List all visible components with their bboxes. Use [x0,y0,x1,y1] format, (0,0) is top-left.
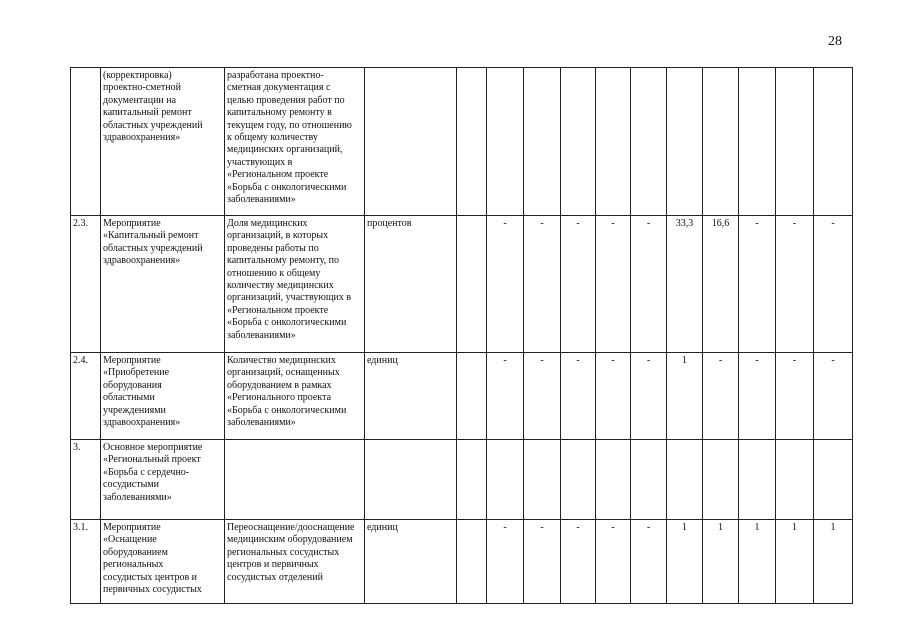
value-cell [524,440,561,520]
activity-cell [101,353,225,440]
value-cell [667,68,703,216]
value-cell [776,440,814,520]
unit-cell [365,353,457,440]
value-cell-text: - [718,355,723,366]
table-row [71,216,853,353]
value-cell [814,520,853,604]
value-cell [776,353,814,440]
value-cell [524,353,561,440]
value-cell [631,216,667,353]
activity-cell-text: (корректировка) проектно-сметной документации на капитальный ремонт областных учреждений здравоохранения» [103,70,203,144]
value-cell [667,520,703,604]
row-number-cell [71,353,101,440]
value-cell [776,216,814,353]
value-cell [667,440,703,520]
value-cell-text: 1 [718,522,723,533]
table-row [71,68,853,216]
value-cell-text: - [646,355,651,366]
value-cell-text: 1 [754,522,760,533]
value-cell [596,440,631,520]
value-cell-text: - [646,218,651,229]
value-cell-text: - [503,218,507,229]
value-cell [631,353,667,440]
value-cell [739,216,776,353]
unit-cell-text: единиц [367,355,398,366]
value-cell-text: 1 [682,522,687,533]
unit-cell [365,216,457,353]
value-cell-text: - [646,522,651,533]
indicator-cell [225,440,365,520]
value-cell-text: 33,3 [675,218,694,229]
blank-cell [457,68,487,216]
value-cell-text: - [611,355,615,366]
value-cell [487,440,524,520]
indicators-table [70,67,853,604]
blank-cell [457,216,487,353]
row-number-cell [71,216,101,353]
activity-cell-text: Мероприятие «Приобретение оборудования областными учреждениями здравоохранения» [103,355,181,429]
value-cell [524,216,561,353]
row-number-cell-text: 2.3. [73,218,88,229]
activity-cell [101,440,225,520]
indicator-cell-text: Количество медицинских организаций, оснащенных оборудованием в рамках «Регионального проекта «Борьба с онкологическими заболеваниями» [227,355,347,429]
value-cell [776,520,814,604]
table-row [71,353,853,440]
value-cell [703,353,739,440]
value-cell-text: - [576,355,580,366]
table-row [71,520,853,604]
value-cell [814,353,853,440]
value-cell [487,520,524,604]
unit-cell [365,440,457,520]
indicator-cell-text: Доля медицинских организаций, в которых проведены работы по капитальному ремонту, по отношению к общему количеству медицинских организаций, участвующих в «Региональном проекте «Борьба с онкологическими заболеваниями» [227,218,352,341]
value-cell [524,68,561,216]
row-number-cell-text: 3. [73,442,81,453]
value-cell-text: - [831,218,835,229]
value-cell [703,216,739,353]
value-cell-text: 1 [830,522,836,533]
page-number: 28 [828,34,842,49]
value-cell-text: 1 [792,522,797,533]
value-cell-text: - [503,522,507,533]
value-cell [596,520,631,604]
value-cell [703,68,739,216]
table-row [71,440,853,520]
blank-cell [457,440,487,520]
value-cell-text: - [755,355,759,366]
value-cell-text: 1 [682,355,687,366]
value-cell-text: - [576,522,580,533]
value-cell [596,68,631,216]
row-number-cell [71,440,101,520]
value-cell [703,520,739,604]
value-cell-text: - [503,355,507,366]
activity-cell-text: Мероприятие «Капитальный ремонт областных учреждений здравоохранения» [103,218,203,267]
value-cell [739,68,776,216]
value-cell-text: 16,6 [711,218,730,229]
value-cell-text: - [792,218,797,229]
indicator-cell [225,216,365,353]
value-cell [487,216,524,353]
unit-cell-text: процентов [367,218,412,229]
value-cell [739,353,776,440]
activity-cell [101,520,225,604]
value-cell-text: - [540,522,544,533]
value-cell [561,68,596,216]
row-number-cell-text: 3.1. [73,522,88,533]
indicator-cell-text: разработана проектно- сметная документация с целью проведения работ по капитальному ремонту в текущем году, по отношению к общему количеству медицинских организаций, участвующих в «Региональном проекте «Борьба с онкологическими заболеваниями» [227,70,352,206]
blank-cell [457,353,487,440]
value-cell-text: - [540,218,544,229]
value-cell [739,440,776,520]
value-cell [667,216,703,353]
row-number-cell [71,68,101,216]
row-number-cell-text: 2.4. [73,355,88,366]
value-cell-text: - [576,218,580,229]
unit-cell [365,68,457,216]
blank-cell [457,520,487,604]
value-cell [739,520,776,604]
row-number-cell [71,520,101,604]
value-cell [814,440,853,520]
value-cell [631,68,667,216]
value-cell [596,353,631,440]
activity-cell [101,216,225,353]
value-cell [631,440,667,520]
value-cell [487,68,524,216]
value-cell-text: - [831,355,835,366]
value-cell-text: - [611,522,615,533]
unit-cell [365,520,457,604]
value-cell [703,440,739,520]
value-cell [561,440,596,520]
value-cell [814,216,853,353]
value-cell-text: - [792,355,797,366]
value-cell [596,216,631,353]
value-cell [524,520,561,604]
value-cell [631,520,667,604]
indicator-cell [225,520,365,604]
indicator-cell [225,353,365,440]
indicator-cell [225,68,365,216]
value-cell [487,353,524,440]
value-cell-text: - [755,218,759,229]
value-cell [561,216,596,353]
value-cell [776,68,814,216]
value-cell [814,68,853,216]
activity-cell-text: Мероприятие «Оснащение оборудованием региональных сосудистых центров и первичных сосудистых [103,522,202,596]
value-cell [667,353,703,440]
activity-cell-text: Основное мероприятие «Региональный проект «Борьба с сердечно- сосудистыми заболеваниями» [103,442,203,503]
value-cell [561,520,596,604]
unit-cell-text: единиц [367,522,398,533]
value-cell-text: - [540,355,544,366]
indicator-cell-text: Переоснащение/дооснащение медицинским оборудованием региональных сосудистых центров и первичных сосудистых отделений [227,522,355,583]
activity-cell [101,68,225,216]
value-cell [561,353,596,440]
value-cell-text: - [611,218,615,229]
